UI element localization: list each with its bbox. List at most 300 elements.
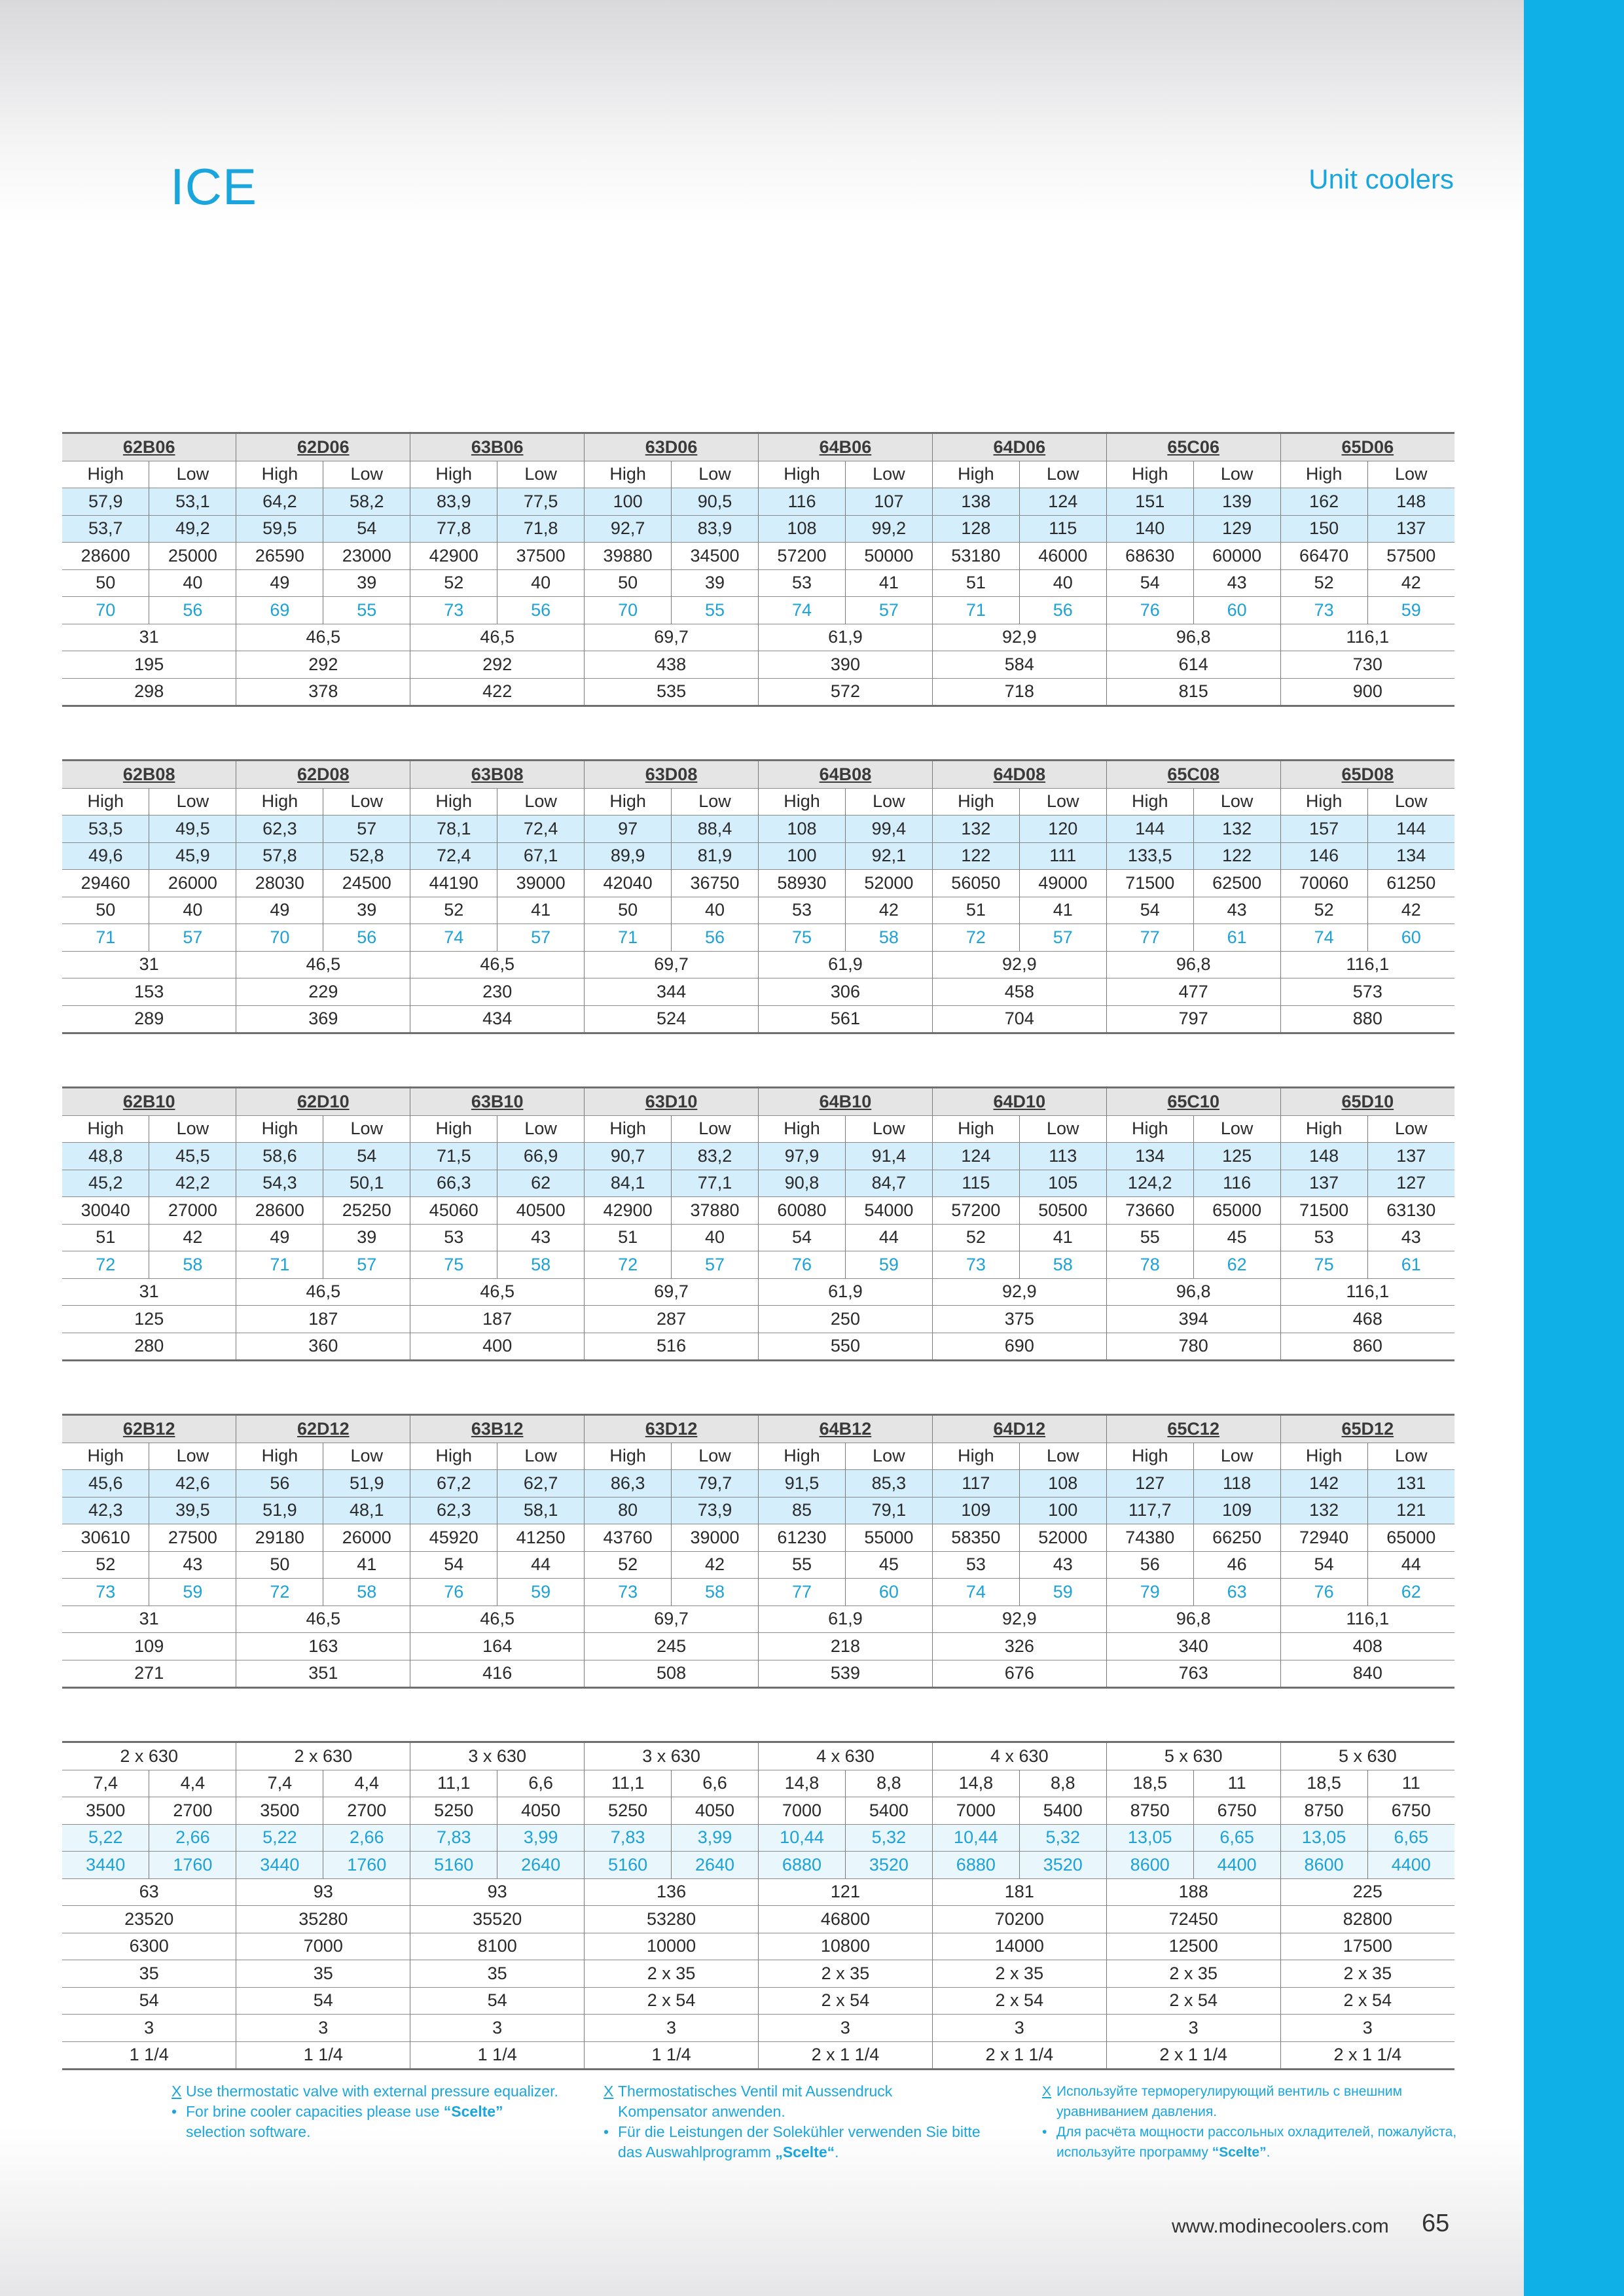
speed-label-low: Low <box>845 1115 932 1143</box>
table-cell: 39 <box>672 569 759 597</box>
table-cell: 76 <box>759 1251 846 1279</box>
table-cell: 61,9 <box>759 1605 933 1633</box>
table-cell: 6880 <box>759 1852 846 1879</box>
table-cell: 41250 <box>497 1524 585 1552</box>
note-text: For brine cooler capacities please use <box>186 2103 444 2120</box>
table-cell: 60000 <box>1193 543 1280 570</box>
speed-label-high: High <box>62 461 149 488</box>
table-cell: 39,5 <box>149 1497 236 1524</box>
table-cell: 50 <box>585 897 672 924</box>
table-cell: 1 1/4 <box>410 2041 585 2070</box>
table-cell: 46,5 <box>410 951 585 978</box>
table-cell: 289 <box>62 1005 236 1033</box>
model-header-cell: 62D06 <box>236 433 410 461</box>
speed-label-low: Low <box>323 788 410 816</box>
table-cell: 50000 <box>845 543 932 570</box>
model-header-cell: 64D08 <box>932 761 1106 789</box>
table-cell: 70 <box>62 597 149 624</box>
table-cell: 46 <box>1193 1551 1280 1579</box>
table-cell: 85 <box>759 1497 846 1524</box>
table-cell: 46,5 <box>236 624 410 651</box>
table-cell: 76 <box>1106 597 1193 624</box>
note-text: уравниванием давления. <box>1056 2104 1218 2119</box>
data-row <box>62 1906 1454 1933</box>
table-cell: 57 <box>845 597 932 624</box>
table-cell: 43 <box>497 1224 585 1251</box>
table-cell: 2 x 35 <box>759 1960 933 1988</box>
table-cell: 53,1 <box>149 488 236 516</box>
table-cell: 41 <box>497 897 585 924</box>
table-cell: 6300 <box>62 1933 236 1960</box>
table-cell: 394 <box>1106 1306 1280 1333</box>
data-row <box>62 897 1454 924</box>
table-cell: 6,6 <box>672 1770 759 1797</box>
model-header-cell: 62B10 <box>62 1088 236 1116</box>
table-cell: 41 <box>1019 1224 1106 1251</box>
table-cell: 23000 <box>323 543 410 570</box>
table-cell: 29460 <box>62 870 149 897</box>
table-cell: 26590 <box>236 543 323 570</box>
performance-table <box>62 759 1454 1034</box>
table-cell: 188 <box>1106 1878 1280 1906</box>
table-cell: 65000 <box>1367 1524 1454 1552</box>
model-header-row <box>62 433 1454 461</box>
table-cell: 58,6 <box>236 1143 323 1170</box>
table-cell: 11 <box>1367 1770 1454 1797</box>
table-cell: 35 <box>62 1960 236 1988</box>
table-cell: 72,4 <box>410 842 497 870</box>
table-cell: 77,1 <box>672 1170 759 1197</box>
speed-label-high: High <box>410 1443 497 1470</box>
speed-label-high: High <box>1280 461 1367 488</box>
fan-count-cell: 2 x 630 <box>62 1742 236 1770</box>
speed-label-high: High <box>1106 461 1193 488</box>
table-cell: 55000 <box>845 1524 932 1552</box>
table-cell: 134 <box>1367 842 1454 870</box>
note-text: das Auswahlprogramm <box>618 2144 776 2161</box>
table-cell: 40 <box>149 897 236 924</box>
table-cell: 57200 <box>932 1197 1019 1225</box>
table-cell: 57500 <box>1367 543 1454 570</box>
table-cell: 56 <box>323 924 410 952</box>
table-cell: 40 <box>672 1224 759 1251</box>
table-cell: 50 <box>62 569 149 597</box>
speed-label-low: Low <box>1193 1443 1280 1470</box>
table-cell: 815 <box>1106 678 1280 706</box>
table-cell: 44 <box>845 1224 932 1251</box>
table-cell: 584 <box>932 651 1106 679</box>
table-cell: 96,8 <box>1106 1605 1280 1633</box>
table-cell: 42,3 <box>62 1497 149 1524</box>
brand-title: ICE <box>170 158 258 215</box>
table-cell: 144 <box>1367 816 1454 843</box>
table-cell: 27500 <box>149 1524 236 1552</box>
table-cell: 1 1/4 <box>236 2041 410 2070</box>
table-cell: 35 <box>236 1960 410 1988</box>
table-cell: 43760 <box>585 1524 672 1552</box>
table-cell: 127 <box>1367 1170 1454 1197</box>
table-cell: 59 <box>149 1579 236 1606</box>
table-cell: 51 <box>932 897 1019 924</box>
table-cell: 133,5 <box>1106 842 1193 870</box>
table-cell: 58,1 <box>497 1497 585 1524</box>
table-cell: 52 <box>585 1551 672 1579</box>
model-header-cell: 64D12 <box>932 1415 1106 1443</box>
table-cell: 52,8 <box>323 842 410 870</box>
data-row <box>62 2015 1454 2042</box>
table-cell: 900 <box>1280 678 1454 706</box>
table-cell: 120 <box>1019 816 1106 843</box>
data-row <box>62 597 1454 624</box>
table-cell: 2640 <box>497 1852 585 1879</box>
data-row <box>62 924 1454 952</box>
table-cell: 50 <box>236 1551 323 1579</box>
table-cell: 10800 <box>759 1933 933 1960</box>
table-cell: 61 <box>1367 1251 1454 1279</box>
model-header-cell: 62B06 <box>62 433 236 461</box>
table-cell: 35520 <box>410 1906 585 1933</box>
data-row <box>62 1633 1454 1660</box>
table-cell: 42 <box>1367 569 1454 597</box>
table-cell: 71 <box>585 924 672 952</box>
table-cell: 55 <box>1106 1224 1193 1251</box>
table-cell: 52 <box>62 1551 149 1579</box>
table-cell: 72450 <box>1106 1906 1280 1933</box>
table-cell: 108 <box>1019 1470 1106 1498</box>
table-cell: 56050 <box>932 870 1019 897</box>
table-cell: 71,8 <box>497 515 585 543</box>
table-cell: 53 <box>1280 1224 1367 1251</box>
table-cell: 69,7 <box>585 951 759 978</box>
table-cell: 72940 <box>1280 1524 1367 1552</box>
table-cell: 360 <box>236 1333 410 1361</box>
table-cell: 54 <box>323 515 410 543</box>
table-cell: 4050 <box>672 1797 759 1825</box>
note-text: Für die Leistungen der Solekühler verwenden Sie bitte <box>618 2123 981 2140</box>
table-cell: 66,9 <box>497 1143 585 1170</box>
table-cell: 150 <box>1280 515 1367 543</box>
table-cell: 56 <box>672 924 759 952</box>
speed-label-low: Low <box>497 788 585 816</box>
table-cell: 62 <box>1367 1579 1454 1606</box>
speed-label-low: Low <box>845 461 932 488</box>
table-cell: 14,8 <box>759 1770 846 1797</box>
table-cell: 137 <box>1367 515 1454 543</box>
table-cell: 121 <box>759 1878 933 1906</box>
table-cell: 8750 <box>1280 1797 1367 1825</box>
table-cell: 59 <box>1367 597 1454 624</box>
table-cell: 5,32 <box>845 1824 932 1852</box>
table-cell: 56 <box>497 597 585 624</box>
table-cell: 118 <box>1193 1470 1280 1498</box>
table-cell: 151 <box>1106 488 1193 516</box>
table-cell: 40500 <box>497 1197 585 1225</box>
table-cell: 52 <box>410 897 497 924</box>
table-cell: 45 <box>845 1551 932 1579</box>
speed-label-low: Low <box>672 788 759 816</box>
table-cell: 3 <box>1280 2015 1454 2042</box>
table-cell: 137 <box>1367 1143 1454 1170</box>
fan-count-cell: 3 x 630 <box>410 1742 585 1770</box>
table-cell: 57 <box>1019 924 1106 952</box>
table-cell: 2 x 35 <box>1106 1960 1280 1988</box>
table-cell: 51,9 <box>236 1497 323 1524</box>
table-cell: 298 <box>62 678 236 706</box>
table-cell: 116 <box>759 488 846 516</box>
speed-label-low: Low <box>1367 1443 1454 1470</box>
table-cell: 2 x 54 <box>1280 1987 1454 2015</box>
table-cell: 52 <box>410 569 497 597</box>
speed-label-low: Low <box>497 1443 585 1470</box>
table-cell: 50500 <box>1019 1197 1106 1225</box>
table-cell: 40 <box>1019 569 1106 597</box>
table-cell: 77 <box>759 1579 846 1606</box>
bullet-icon: • <box>171 2103 177 2120</box>
table-cell: 79 <box>1106 1579 1193 1606</box>
note-marker: X <box>171 2083 182 2100</box>
table-cell: 70 <box>585 597 672 624</box>
table-cell: 34500 <box>672 543 759 570</box>
table-cell: 43 <box>149 1551 236 1579</box>
table-cell: 29180 <box>236 1524 323 1552</box>
table-cell: 58930 <box>759 870 846 897</box>
table-cell: 62,7 <box>497 1470 585 1498</box>
table-cell: 57,8 <box>236 842 323 870</box>
model-header-cell: 65C08 <box>1106 761 1280 789</box>
table-cell: 400 <box>410 1333 585 1361</box>
table-cell: 132 <box>932 816 1019 843</box>
table-cell: 54,3 <box>236 1170 323 1197</box>
table-cell: 42,2 <box>149 1170 236 1197</box>
table-cell: 50 <box>62 897 149 924</box>
table-cell: 10,44 <box>759 1824 846 1852</box>
table-cell: 28600 <box>236 1197 323 1225</box>
table-cell: 82800 <box>1280 1906 1454 1933</box>
data-row <box>62 1143 1454 1170</box>
speed-label-high: High <box>585 788 672 816</box>
table-cell: 45,9 <box>149 842 236 870</box>
data-row <box>62 543 1454 570</box>
table-cell: 49 <box>236 897 323 924</box>
table-cell: 1760 <box>323 1852 410 1879</box>
table-cell: 18,5 <box>1280 1770 1367 1797</box>
table-cell: 157 <box>1280 816 1367 843</box>
table-cell: 49,5 <box>149 816 236 843</box>
software-name: „Scelte“ <box>775 2144 835 2161</box>
table-cell: 54 <box>62 1987 236 2015</box>
table-cell: 4400 <box>1193 1852 1280 1879</box>
table-cell: 58 <box>149 1251 236 1279</box>
data-row <box>62 1170 1454 1197</box>
table-cell: 70060 <box>1280 870 1367 897</box>
table-cell: 36750 <box>672 870 759 897</box>
speed-label-low: Low <box>672 1115 759 1143</box>
model-header-cell: 63D12 <box>585 1415 759 1443</box>
speed-label-high: High <box>932 461 1019 488</box>
table-cell: 70 <box>236 924 323 952</box>
speed-label-low: Low <box>497 1115 585 1143</box>
table-cell: 5400 <box>1019 1797 1106 1825</box>
table-cell: 11,1 <box>585 1770 672 1797</box>
table-cell: 92,9 <box>932 1605 1106 1633</box>
table-cell: 54 <box>1280 1551 1367 1579</box>
model-header-cell: 64B12 <box>759 1415 933 1443</box>
table-cell: 105 <box>1019 1170 1106 1197</box>
model-header-cell: 65D10 <box>1280 1088 1454 1116</box>
table-cell: 57 <box>672 1251 759 1279</box>
table-cell: 58 <box>672 1579 759 1606</box>
table-cell: 108 <box>759 515 846 543</box>
table-cell: 57200 <box>759 543 846 570</box>
table-cell: 416 <box>410 1660 585 1688</box>
table-cell: 48,8 <box>62 1143 149 1170</box>
note-text: Используйте терморегулирующий вентиль с внешним <box>1056 2084 1403 2099</box>
side-accent-bar <box>1524 0 1624 2296</box>
table-cell: 46,5 <box>236 1605 410 1633</box>
table-cell: 572 <box>759 678 933 706</box>
table-cell: 35 <box>410 1960 585 1988</box>
table-cell: 73 <box>585 1579 672 1606</box>
table-cell: 3500 <box>62 1797 149 1825</box>
table-cell: 2 x 54 <box>585 1987 759 2015</box>
speed-label-low: Low <box>497 461 585 488</box>
table-cell: 75 <box>1280 1251 1367 1279</box>
table-cell: 46,5 <box>236 951 410 978</box>
speed-label-high: High <box>410 1115 497 1143</box>
table-cell: 2,66 <box>149 1824 236 1852</box>
data-row <box>62 1224 1454 1251</box>
data-row <box>62 1551 1454 1579</box>
table-cell: 44 <box>1367 1551 1454 1579</box>
table-cell: 218 <box>759 1633 933 1660</box>
model-header-cell: 64B08 <box>759 761 933 789</box>
table-cell: 2 x 54 <box>1106 1987 1280 2015</box>
table-cell: 45060 <box>410 1197 497 1225</box>
table-cell: 48,1 <box>323 1497 410 1524</box>
fan-count-cell: 2 x 630 <box>236 1742 410 1770</box>
table-cell: 535 <box>585 678 759 706</box>
table-cell: 77,5 <box>497 488 585 516</box>
table-cell: 60 <box>1193 597 1280 624</box>
table-cell: 59 <box>845 1251 932 1279</box>
model-header-cell: 65C06 <box>1106 433 1280 461</box>
table-cell: 30040 <box>62 1197 149 1225</box>
data-row <box>62 978 1454 1006</box>
specs-table <box>62 1741 1454 2070</box>
data-row <box>62 1852 1454 1879</box>
table-cell: 4050 <box>497 1797 585 1825</box>
model-header-row <box>62 761 1454 789</box>
data-row <box>62 1987 1454 2015</box>
note-english <box>171 2081 558 2142</box>
table-cell: 2 x 1 1/4 <box>1280 2041 1454 2070</box>
speed-label-high: High <box>759 1443 846 1470</box>
table-cell: 2 x 1 1/4 <box>1106 2041 1280 2070</box>
speed-label-low: Low <box>845 1443 932 1470</box>
table-cell: 125 <box>1193 1143 1280 1170</box>
note-marker: X <box>1042 2084 1052 2099</box>
table-cell: 73 <box>932 1251 1019 1279</box>
table-cell: 42900 <box>410 543 497 570</box>
table-cell: 40 <box>497 569 585 597</box>
table-cell: 117 <box>932 1470 1019 1498</box>
table-cell: 195 <box>62 651 236 679</box>
table-cell: 79,7 <box>672 1470 759 1498</box>
table-cell: 18,5 <box>1106 1770 1193 1797</box>
table-cell: 2700 <box>323 1797 410 1825</box>
table-cell: 63130 <box>1367 1197 1454 1225</box>
table-block-3 <box>62 1086 1454 1361</box>
table-cell: 458 <box>932 978 1106 1006</box>
table-cell: 3 <box>585 2015 759 2042</box>
table-cell: 53 <box>410 1224 497 1251</box>
table-cell: 614 <box>1106 651 1280 679</box>
table-cell: 306 <box>759 978 933 1006</box>
data-row <box>62 1251 1454 1279</box>
footer-website-link[interactable]: www.modinecoolers.com <box>1172 2215 1389 2237</box>
table-cell: 8750 <box>1106 1797 1193 1825</box>
table-cell: 92,1 <box>845 842 932 870</box>
fan-speed-row <box>62 1115 1454 1143</box>
bullet-icon: • <box>604 2123 609 2140</box>
table-cell: 42900 <box>585 1197 672 1225</box>
table-cell: 181 <box>932 1878 1106 1906</box>
table-cell: 46,5 <box>236 1278 410 1306</box>
table-cell: 60 <box>1367 924 1454 952</box>
speed-label-low: Low <box>1019 1443 1106 1470</box>
table-cell: 7000 <box>932 1797 1019 1825</box>
speed-label-high: High <box>932 1115 1019 1143</box>
model-header-cell: 65D06 <box>1280 433 1454 461</box>
table-cell: 59 <box>497 1579 585 1606</box>
speed-label-low: Low <box>845 788 932 816</box>
table-cell: 163 <box>236 1633 410 1660</box>
speed-label-low: Low <box>1193 788 1280 816</box>
note-text: . <box>1266 2145 1271 2160</box>
table-cell: 2640 <box>672 1852 759 1879</box>
table-cell: 524 <box>585 1005 759 1033</box>
table-cell: 52000 <box>1019 1524 1106 1552</box>
data-row <box>62 870 1454 897</box>
table-cell: 340 <box>1106 1633 1280 1660</box>
table-cell: 144 <box>1106 816 1193 843</box>
speed-label-high: High <box>932 1443 1019 1470</box>
table-cell: 57 <box>497 924 585 952</box>
table-cell: 74 <box>1280 924 1367 952</box>
table-cell: 50 <box>585 569 672 597</box>
table-cell: 49000 <box>1019 870 1106 897</box>
table-cell: 676 <box>932 1660 1106 1688</box>
table-cell: 59,5 <box>236 515 323 543</box>
table-cell: 292 <box>410 651 585 679</box>
bullet-icon: • <box>1042 2125 1047 2140</box>
specs-block <box>62 1741 1454 2070</box>
table-cell: 468 <box>1280 1306 1454 1333</box>
data-row <box>62 651 1454 679</box>
table-cell: 153 <box>62 978 236 1006</box>
table-cell: 53180 <box>932 543 1019 570</box>
data-row <box>62 1333 1454 1361</box>
table-cell: 49 <box>236 1224 323 1251</box>
table-cell: 3 <box>932 2015 1106 2042</box>
data-row <box>62 488 1454 516</box>
table-cell: 31 <box>62 1278 236 1306</box>
table-cell: 4400 <box>1367 1852 1454 1879</box>
table-cell: 41 <box>1019 897 1106 924</box>
model-header-cell: 62D08 <box>236 761 410 789</box>
table-cell: 42 <box>149 1224 236 1251</box>
table-cell: 5,22 <box>62 1824 149 1852</box>
